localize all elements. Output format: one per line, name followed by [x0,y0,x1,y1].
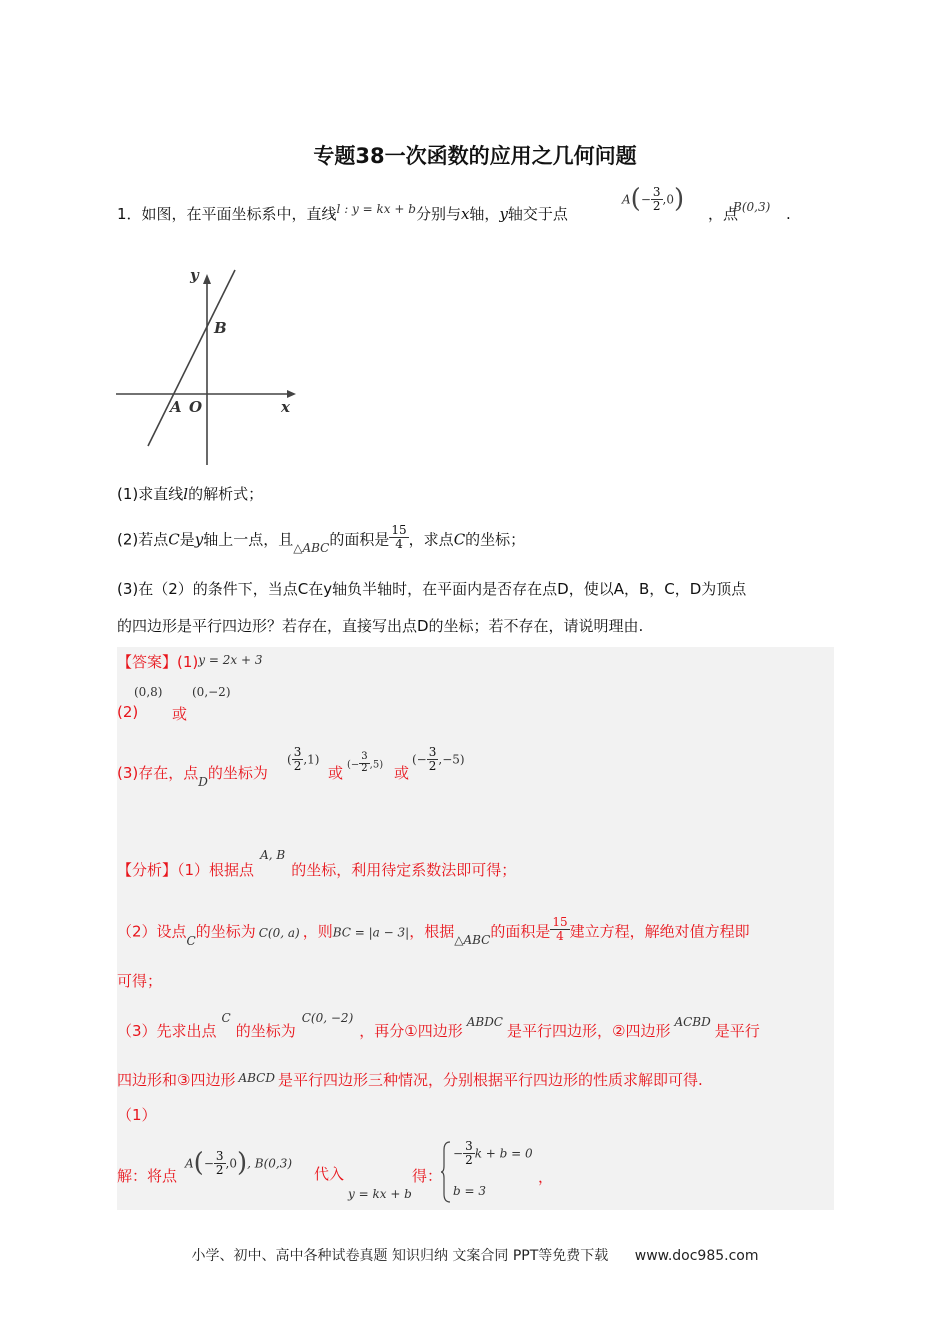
solution-substitute: 代入 [314,1165,345,1183]
label-b: B [214,319,227,337]
question-intro-period: . [786,205,791,223]
answer-tag: 【答案】 [117,653,178,671]
analysis-3: （3）先求出点$^C$的坐标为$^{C(0, -2)}$，再分①四边形 $^{ABDC}$ 是平行四边形，②四边形 $^{ACBD}$ 是平行 [117,1011,760,1040]
point-a-coordinate: A(− $\frac{3}{2}$ ,0) [622,184,685,215]
sub-question-1: (1)求直线l的解析式； [117,485,264,503]
footer-site-link[interactable]: www.doc985.com [634,1248,759,1264]
label-a: A [170,398,182,416]
analysis-2: （2）设点$_C$的坐标为 C(0, a) ，则BC = |a − 3|，根据$_{\triangle ABC}$的面积是 $\frac{15}{4}$ 建立方程，解绝对值方程即 [117,915,750,948]
sub-question-3-line-1: (3)在（2）的条件下，当点C在y轴负半轴时，在平面内是否存在点D，使以A，B，C，D为顶点 [117,580,747,598]
line-expression: l : y = kx + b [336,202,416,216]
sub-question-3-line-2: 的四边形是平行四边形？若存在，直接写出点D的坐标；若不存在，请说明理由. [117,617,644,635]
answer-3-or-2: 或 [394,764,410,782]
solution-equation: y = kx + b [348,1187,412,1201]
coordinate-figure [110,260,310,470]
line-l [148,270,235,446]
question-intro-end: ，点 [708,205,739,223]
solution-get: 得： [412,1167,443,1185]
point-b-coordinate: B(0,3) [733,200,771,214]
footer-text: 小学、初中、高中各种试卷真题 知识归纳 文案合同 PPT等免费下载 [191,1248,609,1264]
answer-3-or-1: 或 [328,764,344,782]
solution-intro: 解：将点 [117,1167,178,1185]
label-y: y [190,266,199,284]
answer-1: 【答案】$(1)^{y = 2x + 3}$ [117,653,263,671]
analysis-tag: 【分析】 [117,861,178,879]
system-row-2: b = 3 [453,1184,486,1198]
answer-3: (3)存在，点$_D$的坐标为 [117,764,268,789]
analysis-3-cont: 四边形和③四边形 $^{ABCD}$ 是平行四边形三种情况，分别根据平行四边形的性质求解即可得. [117,1071,703,1089]
label-x: x [281,398,290,416]
system-brace [440,1140,452,1204]
y-axis-arrow [203,274,211,284]
page-footer [0,1245,950,1265]
solution-comma: ， [538,1168,554,1186]
page-title: 专题38一次函数的应用之几何问题 [313,144,637,168]
label-o: O [189,398,203,416]
answer-3-point-1: ( $\frac{3}{2}$ ,1) [287,745,320,773]
answer-2-label: (2) [117,703,139,721]
solution-part-1: （1） [117,1106,157,1124]
analysis-2-cont: 可得； [117,972,163,990]
answer-3-point-3: (− $\frac{3}{2}$ ,−5) [412,745,465,773]
answer-1-expression: y = 2x + 3 [198,653,263,667]
answer-3-point-2: (− $\frac{3}{2}$ ,5) [347,751,384,774]
question-intro: 1．如图，在平面坐标系中，直线$^{l : y = kx + b}$分别与x轴，y轴交于点 [117,202,568,223]
answer-2-point-1: (0,8) [134,685,163,699]
analysis-1: 【分析】（1）根据点$^{A, B}$的坐标，利用待定系数法即可得； [117,848,517,879]
system-row-1: − $\frac{3}{2}$ k + b = 0 [453,1139,533,1167]
answer-2-point-2: (0,−2) [192,685,231,699]
solution-points: A(− $\frac{3}{2}$ ,0), B(0,3) [185,1148,293,1179]
sub-question-2: (2)若点C是y轴上一点，且$_{\triangle ABC}$的面积是 $\frac{15}{4}$ ，求点C的坐标； [117,523,526,555]
x-axis-arrow [287,390,296,398]
answer-2-or: 或 [172,705,188,723]
